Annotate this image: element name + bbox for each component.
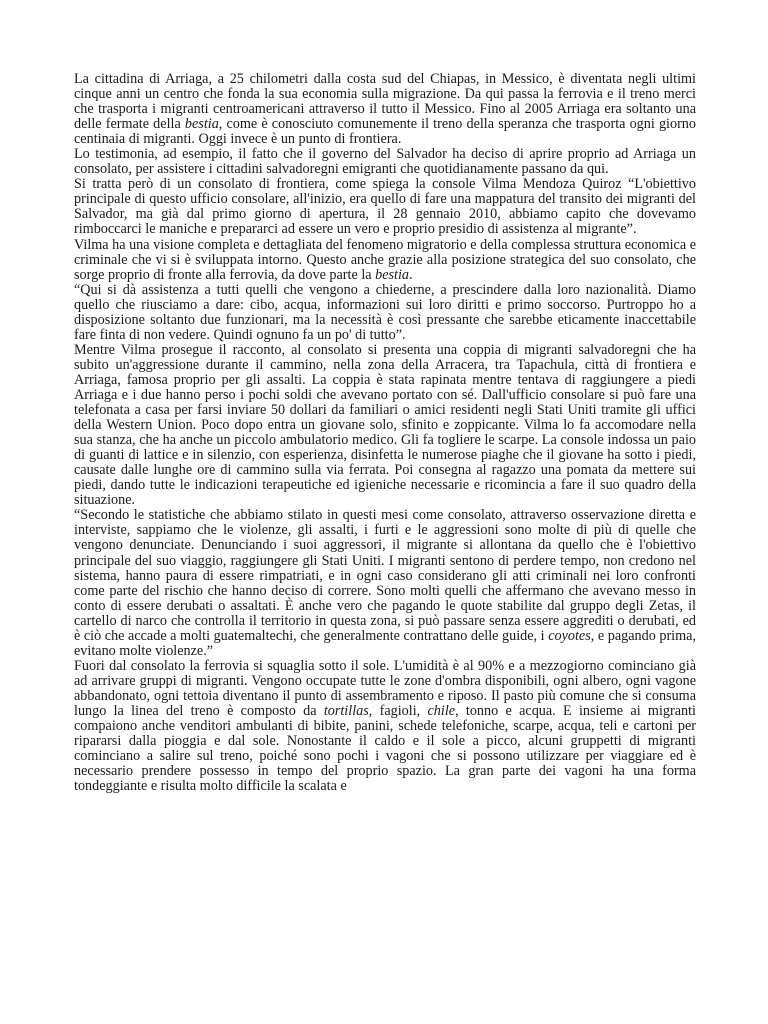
paragraph	[74, 147, 696, 177]
document-page	[74, 72, 696, 794]
italic-text: bestia	[375, 266, 409, 283]
italic-text: coyotes,	[548, 627, 595, 644]
text-run: Si tratta però di un consolato di frontiera, come spiega la console Vilma Mendoza Quiroz “L'obiettivo principale di questo ufficio consolare, all'inizio, era quello di fare una mappatura del transito dei migranti del Salvador, ma già dal primo giorno di apertura, il 28 gennaio 2010, abbiamo capito che dovevamo rimboccarci le maniche e prepararci ad essere un vero e proprio presidio di assistenza al migrante”.	[74, 176, 696, 238]
text-run: .	[409, 266, 413, 283]
paragraph	[74, 283, 696, 343]
text-run: Lo testimonia, ad esempio, il fatto che il governo del Salvador ha deciso di aprire proprio ad Arriaga un consolato, per assistere i cittadini salvadoregni emigranti che quotidianamente passano da qui.	[74, 146, 696, 178]
italic-text: bestia	[184, 116, 219, 133]
text-run: , fagioli,	[368, 702, 428, 719]
paragraph	[74, 238, 696, 283]
text-run: , come è conosciuto comunemente il treno della speranza che trasporta ogni giorno centinaia di migranti. Oggi invece è un punto di frontiera.	[74, 116, 696, 148]
paragraph	[74, 177, 696, 237]
text-run: La cittadina di Arriaga, a 25 chilometri dalla costa sud del Chiapas, in Messico, è diventata negli ultimi cinque anni un centro che fonda la sua economia sulla migrazione. Da qui passa la ferrovia e il treno merci che trasporta i migranti centroamericani attraverso il tutto il Messico. Fino al 2005 Arriaga era soltanto una delle fermate della	[74, 71, 696, 133]
text-run: , tonno e acqua. E insieme ai migranti compaiono anche venditori ambulanti di bibite, panini, schede telefoniche, scarpe, acqua, teli e cartoni per ripararsi dalla pioggia e dal sole. Nonostante il caldo e il sole a picco, alcuni gruppetti di migranti cominciano a salire sul treno, poiché sono pochi i vagoni che si possono utilizzare per viaggiare ed è necessario prendere possesso in tempo del proprio spazio. La gran parte dei vagoni ha una forma tondeggiante e risulta molto difficile la scalata e	[74, 702, 696, 795]
paragraph	[74, 508, 696, 658]
text-run: e pagando prima, evitano molte violenze.”	[74, 627, 696, 659]
paragraph	[74, 659, 696, 794]
text-run: Fuori dal consolato la ferrovia si squaglia sotto il sole. L'umidità è al 90% e a mezzogiorno cominciano già ad arrivare gruppi di migranti. Vengono occupate tutte le zone d'ombra disponibili, ogni albero, ogni vagone abbandonato, ogni tettoia diventano il punto di assembramento e riposo. Il pasto più comune che si consuma lungo la linea del treno è composto da	[74, 657, 696, 719]
text-run: Vilma ha una visione completa e dettagliata del fenomeno migratorio e della complessa struttura economica e criminale che vi si è sviluppata intorno. Questo anche grazie alla posizione strategica del suo consolato, che sorge proprio di fronte alla ferrovia, da dove parte la	[74, 236, 696, 283]
text-run: “Qui si dà assistenza a tutti quelli che vengono a chiederne, a prescindere dalla loro nazionalità. Diamo quello che riusciamo a dare: cibo, acqua, informazioni sui loro diritti e primo soccorso. Purtroppo ho a disposizione soltanto due funzionari, ma la necessità è così pressante che sarebbe eticamente inaccettabile fare finta di non vedere. Quindi ognuno fa un po' di tutto”.	[74, 281, 696, 343]
paragraph	[74, 72, 696, 147]
italic-text: chile	[427, 702, 456, 719]
italic-text: tortillas	[323, 702, 369, 719]
text-run: “Secondo le statistiche che abbiamo stilato in questi mesi come consolato, attraverso osservazione diretta e interviste, sappiamo che le violenze, gli assalti, i furti e le aggressioni sono molte di più di quelle che vengono denunciate. Denunciando i suoi aggressori, il migrante si allontana da quello che è l'obiettivo principale del suo viaggio, raggiungere gli Stati Uniti. I migranti sentono di perdere tempo, non credono nel sistema, hanno paura di essere rimpatriati, e in ogni caso considerano gli atti criminali nei loro confronti come parte del rischio che hanno deciso di correre. Sono molti quelli che affermano che avevano messo in conto di essere derubati o assaltati. È anche vero che pagando le quote stabilite dal gruppo degli Zetas, il cartello di narco che controlla il territorio in questa zona, si può passare senza essere aggrediti o derubati, ed è ciò che accade a molti guatemaltechi, che generalmente contrattano delle guide, i	[74, 507, 696, 644]
paragraph	[74, 343, 696, 509]
text-run: Mentre Vilma prosegue il racconto, al consolato si presenta una coppia di migranti salvadoregni che ha subito un'aggressione durante il cammino, nella zona della Arracera, tra Tapachula, città di frontiera e Arriaga, famosa proprio per gli assalti. La coppia è stata rapinata mentre tentava di raggiungere a piedi Arriaga e i due hanno perso i pochi soldi che avevano portato con sé. Dall'ufficio consolare si può fare una telefonata a casa per farsi inviare 50 dollari da familiari o amici residenti negli Stati Uniti tramite gli uffici della Western Union. Poco dopo entra un giovane solo, sfinito e zoppicante. Vilma lo fa accomodare nella sua stanza, che ha anche un piccolo ambulatorio medico. Gli fa togliere le scarpe. La console indossa un paio di guanti di lattice e in silenzio, con esperienza, disinfetta le numerose piaghe che il giovane ha sotto i piedi, causate dalle lunghe ore di cammino sulla via ferrata. Poi consegna al ragazzo una pomata da mettere sui piedi, dando tutte le indicazioni terapeutiche ed igieniche necessarie e ricomincia a fare il suo quadro della situazione.	[74, 341, 696, 509]
